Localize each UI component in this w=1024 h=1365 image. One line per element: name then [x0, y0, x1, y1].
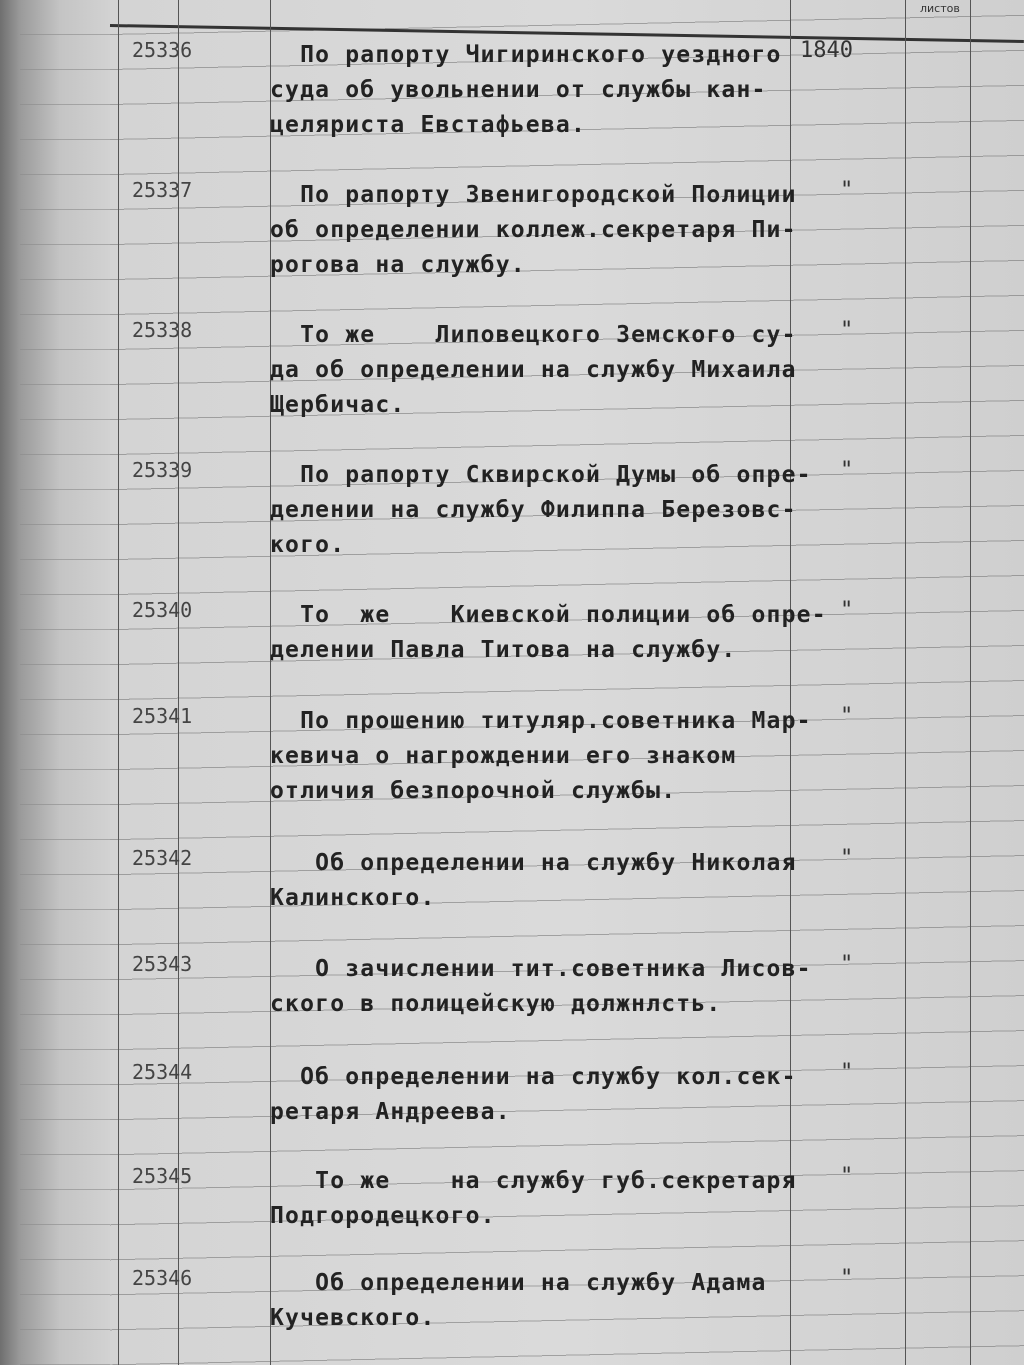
- entry-number: 25336: [132, 38, 193, 62]
- entry-date: 1840: [800, 38, 853, 63]
- entry-date: ": [840, 318, 854, 343]
- description-line: суда об увольнении от службы кан-: [270, 77, 767, 103]
- entry-description: [270, 38, 810, 143]
- entry-date: ": [840, 704, 854, 729]
- book-binding: [0, 0, 110, 1365]
- description-line: По рапорту Звенигородской Полиции: [270, 182, 797, 208]
- description-line: делении Павла Титова на службу.: [270, 637, 737, 663]
- entry-date: ": [840, 952, 854, 977]
- description-line: То же Киевской полиции об опре-: [270, 602, 827, 628]
- description-line: целяриста Евстафьева.: [270, 112, 586, 138]
- description-line: О зачислении тит.советника Лисов-: [270, 956, 812, 982]
- column-divider: [118, 0, 119, 1365]
- description-line: отличия безпорочной службы.: [270, 778, 677, 804]
- description-line: делении на службу Филиппа Березовс-: [270, 497, 797, 523]
- description-line: Щербичас.: [270, 392, 406, 418]
- entry-date: ": [840, 1164, 854, 1189]
- description-line: Подгородецкого.: [270, 1203, 496, 1229]
- entry-number: 25337: [132, 178, 193, 202]
- description-line: То же Липовецкого Земского су-: [270, 322, 797, 348]
- entry-description: [270, 846, 810, 916]
- column-divider: [905, 0, 906, 1365]
- entry-description: [270, 1164, 810, 1234]
- description-line: ретаря Андреева.: [270, 1099, 511, 1125]
- binding-ruling: [20, 0, 110, 1365]
- entry-number: 25342: [132, 846, 193, 870]
- entry-date: ": [840, 846, 854, 871]
- entry-date: ": [840, 1060, 854, 1085]
- description-line: рогова на службу.: [270, 252, 526, 278]
- entry-description: [270, 1060, 810, 1130]
- entry-number: 25343: [132, 952, 193, 976]
- description-line: Об определении на службу кол.сек-: [270, 1064, 797, 1090]
- entry-date: ": [840, 178, 854, 203]
- column-divider: [178, 0, 179, 1365]
- description-line: Об определении на службу Адама: [270, 1270, 767, 1296]
- entry-number: 25340: [132, 598, 193, 622]
- description-line: кого.: [270, 532, 346, 558]
- sheets-header: листов: [920, 2, 960, 15]
- register-page: [110, 0, 1024, 1365]
- entry-description: [270, 178, 810, 283]
- description-line: По прошению титуляр.советника Мар-: [270, 708, 812, 734]
- entry-number: 25338: [132, 318, 193, 342]
- entry-date: ": [840, 598, 854, 623]
- description-line: об определении коллеж.секретаря Пи-: [270, 217, 797, 243]
- entry-description: [270, 704, 810, 809]
- entry-date: ": [840, 1266, 854, 1291]
- entry-number: 25345: [132, 1164, 193, 1188]
- entry-number: 25344: [132, 1060, 193, 1084]
- entry-number: 25346: [132, 1266, 193, 1290]
- entry-description: [270, 598, 827, 668]
- description-line: кевича о нагрождении его знаком: [270, 743, 737, 769]
- entry-number: 25341: [132, 704, 193, 728]
- entry-date: ": [840, 458, 854, 483]
- description-line: То же на службу губ.секретаря: [270, 1168, 797, 1194]
- description-line: По рапорту Чигиринского уездного: [270, 42, 782, 68]
- entry-description: [270, 952, 810, 1022]
- entry-number: 25339: [132, 458, 193, 482]
- description-line: По рапорту Сквирской Думы об опре-: [270, 462, 812, 488]
- column-divider: [970, 0, 971, 1365]
- entry-description: [270, 1266, 810, 1336]
- entry-description: [270, 318, 810, 423]
- description-line: Об определении на службу Николая: [270, 850, 797, 876]
- description-line: Калинского.: [270, 885, 436, 911]
- description-line: да об определении на службу Михаила: [270, 357, 797, 383]
- description-line: ского в полицейскую должнлсть.: [270, 991, 722, 1017]
- description-line: Кучевского.: [270, 1305, 436, 1331]
- entry-description: [270, 458, 810, 563]
